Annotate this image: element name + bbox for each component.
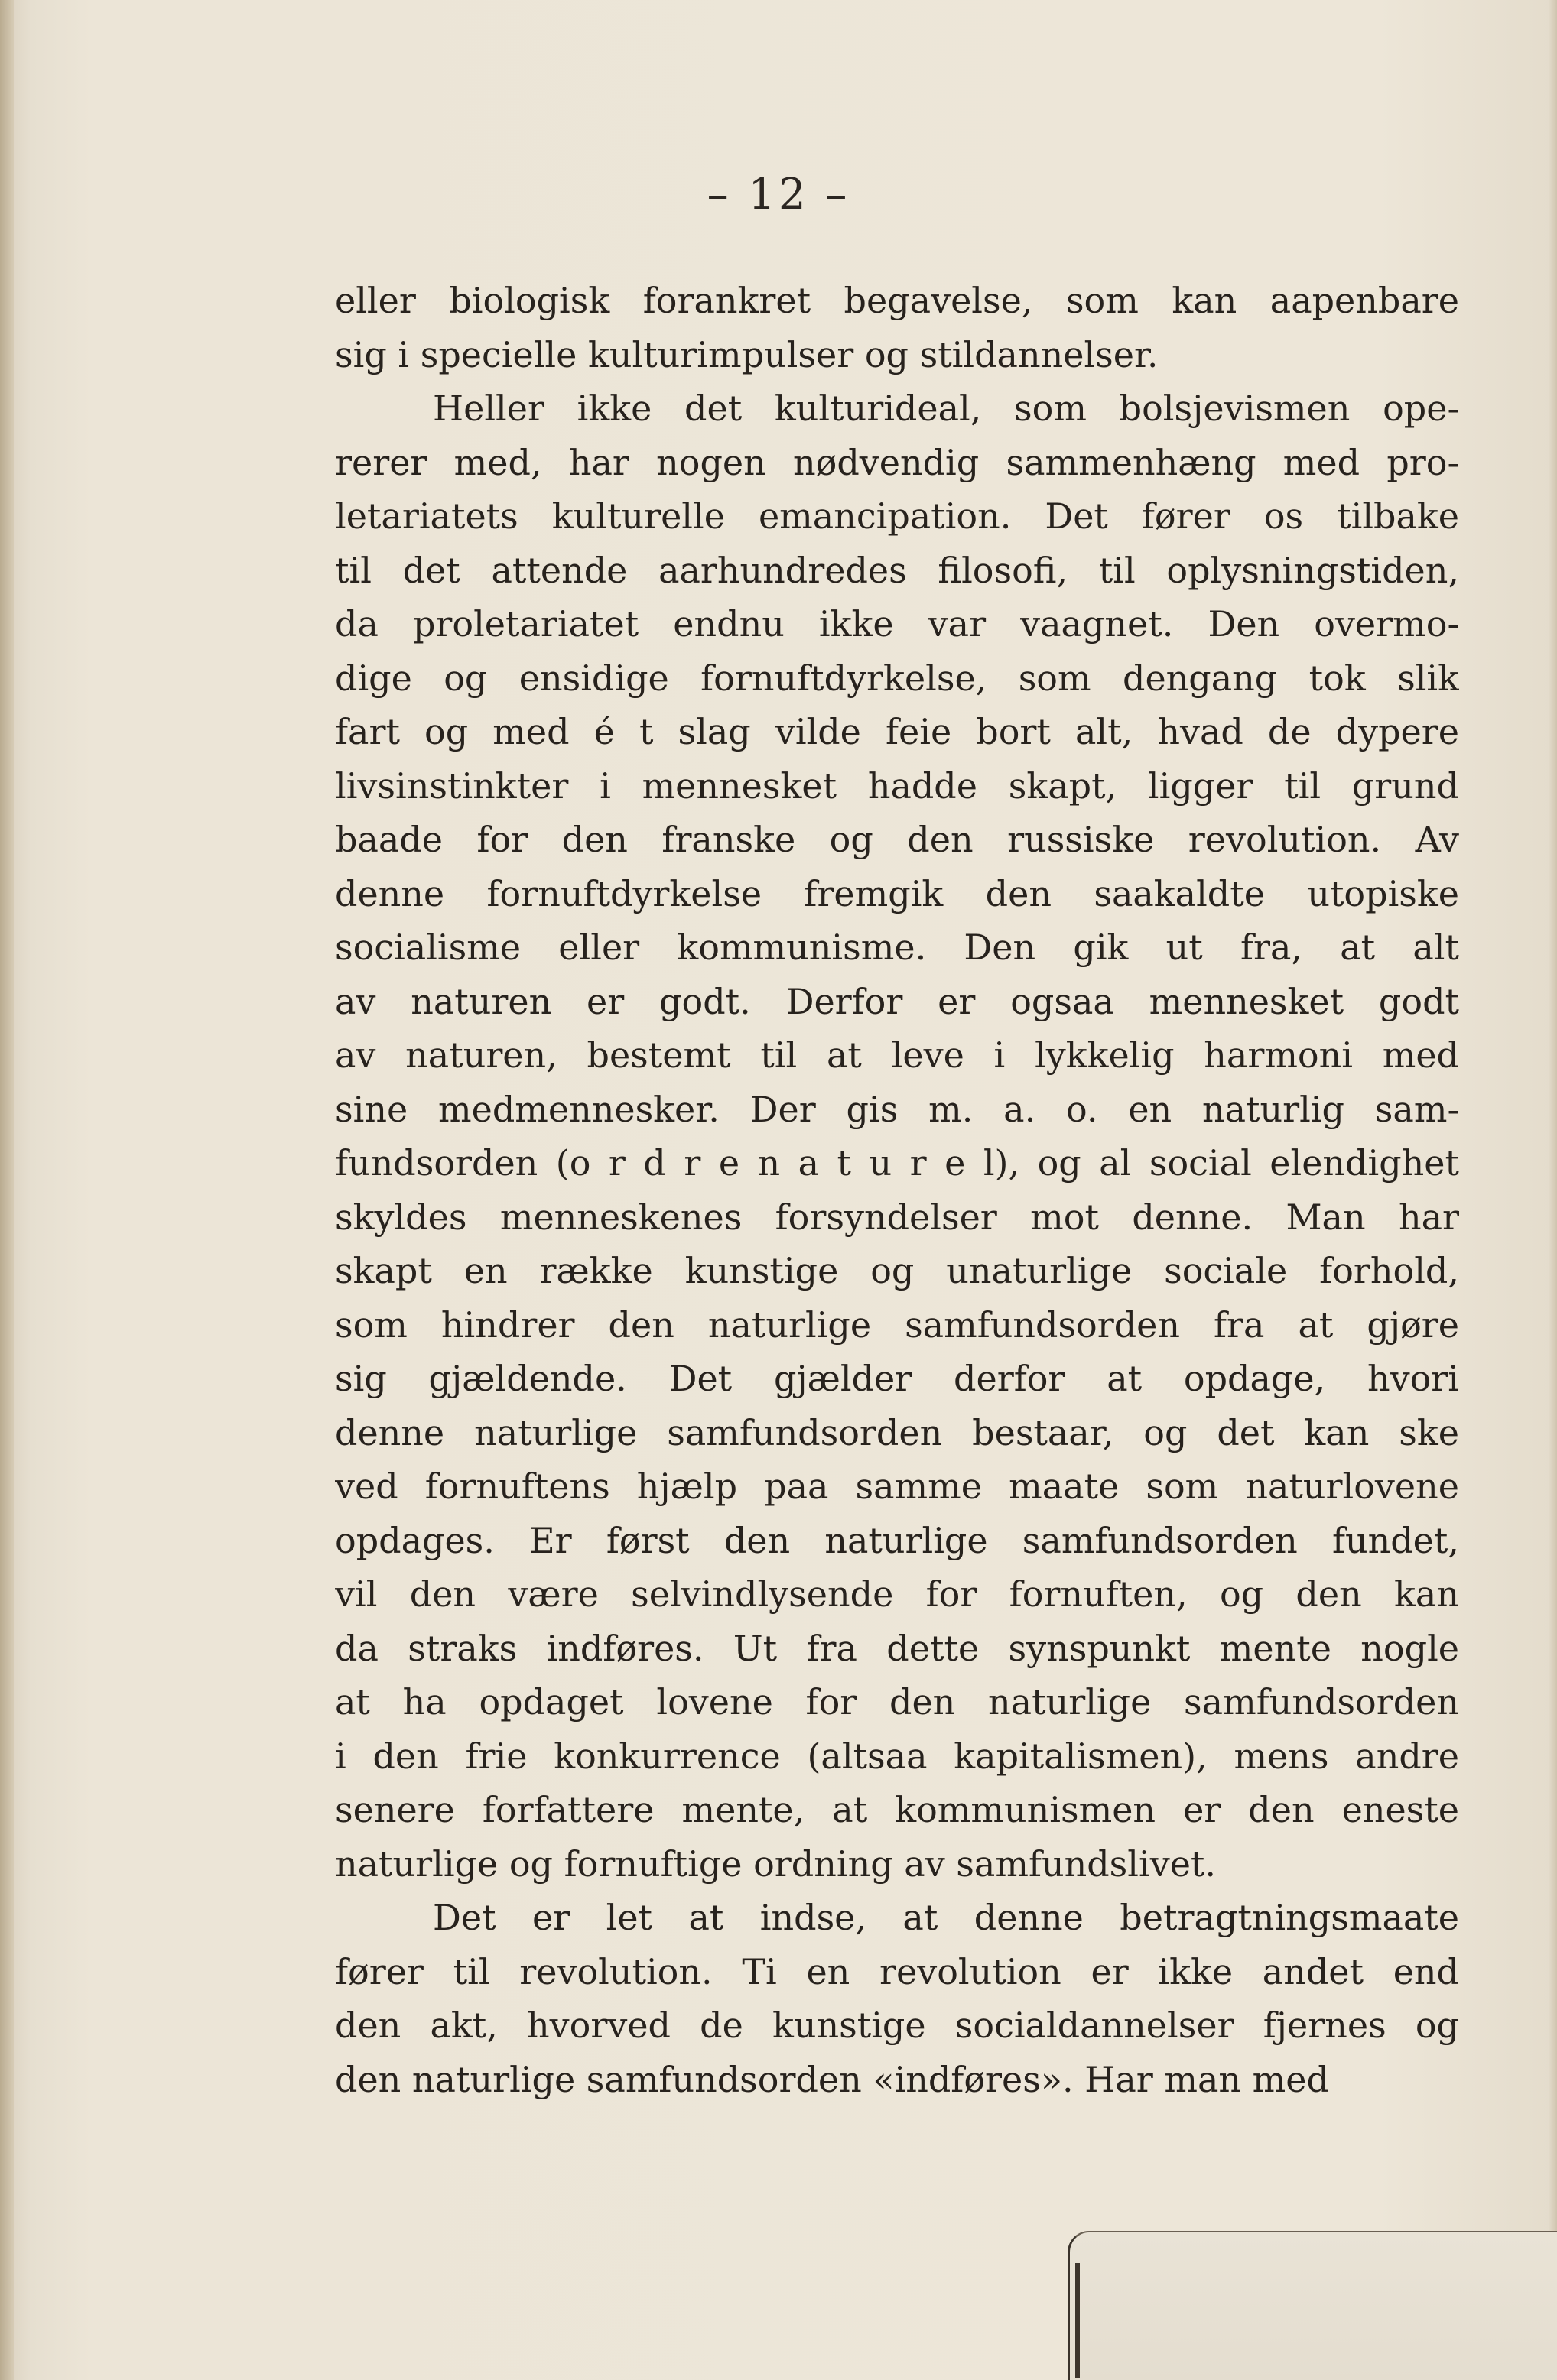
text-line: letariatets kulturelle emancipation. Det fører os tilbake: [335, 495, 1459, 537]
text-line: denne naturlige samfundsorden bestaar, og det kan ske: [335, 1411, 1459, 1453]
text-line: som hindrer den naturlige samfundsorden fra at gjøre: [335, 1304, 1459, 1346]
text-line: Det er let at indse, at denne betragtningsmaate: [433, 1897, 1459, 1938]
text-line: fart og med é t slag vilde feie bort alt, hvad de dypere: [335, 711, 1459, 752]
scan-corner-card: [1068, 2231, 1557, 2380]
text-line: da proletariatet endnu ikke var vaagnet. Den overmo-: [335, 603, 1459, 645]
text-line: fører til revolution. Ti en revolution er ikke andet end: [335, 1950, 1459, 1992]
text-line: livsinstinkter i mennesket hadde skapt, ligger til grund: [335, 765, 1459, 807]
text-line: fundsorden (o r d r e n a t u r e l), og al social elendighet: [335, 1142, 1459, 1184]
text-line: den akt, hvorved de kunstige socialdannelser fjernes og: [335, 2005, 1459, 2046]
text-line: opdages. Er først den naturlige samfundsorden fundet,: [335, 1519, 1459, 1561]
text-line: da straks indføres. Ut fra dette synspunkt mente nogle: [335, 1627, 1459, 1669]
text-line: den naturlige samfundsorden «indføres». Har man med: [335, 2058, 1329, 2100]
text-line: eller biologisk forankret begavelse, som kan aapenbare: [335, 280, 1459, 321]
page-right-edge: [1549, 0, 1557, 2380]
text-line: naturlige og fornuftige ordning av samfundslivet.: [335, 1843, 1217, 1885]
page-binding-edge: [0, 0, 14, 2380]
scan-corner-edge: [1075, 2263, 1080, 2378]
text-line: sig gjældende. Det gjælder derfor at opdage, hvori: [335, 1358, 1459, 1399]
text-line: socialisme eller kommunisme. Den gik ut fra, at alt: [335, 927, 1459, 968]
text-line: dige og ensidige fornuftdyrkelse, som dengang tok slik: [335, 657, 1459, 699]
text-line: denne fornuftdyrkelse fremgik den saakaldte utopiske: [335, 872, 1459, 914]
text-line: baade for den franske og den russiske revolution. Av: [335, 819, 1459, 860]
text-line: sig i specielle kulturimpulser og stildannelser.: [335, 333, 1159, 375]
page-number: – 12 –: [707, 170, 850, 219]
text-line: sine medmennesker. Der gis m. a. o. en naturlig sam-: [335, 1088, 1459, 1130]
text-line: i den frie konkurrence (altsaa kapitalismen), mens andre: [335, 1735, 1459, 1777]
text-line: at ha opdaget lovene for den naturlige samfundsorden: [335, 1681, 1459, 1722]
text-line: av naturen, bestemt til at leve i lykkelig harmoni med: [335, 1034, 1459, 1076]
text-line: Heller ikke det kulturideal, som bolsjevismen ope-: [433, 388, 1459, 429]
body-text: [335, 274, 1459, 2106]
text-line: til det attende aarhundredes filosofi, til oplysningstiden,: [335, 549, 1459, 591]
text-line: rerer med, har nogen nødvendig sammenhæng med pro-: [335, 441, 1459, 483]
text-line: vil den være selvindlysende for fornuften, og den kan: [335, 1573, 1459, 1615]
text-line: av naturen er godt. Derfor er ogsaa mennesket godt: [335, 980, 1459, 1022]
text-line: ved fornuftens hjælp paa samme maate som naturlovene: [335, 1466, 1459, 1507]
text-line: senere forfattere mente, at kommunismen er den eneste: [335, 1789, 1459, 1830]
text-line: skyldes menneskenes forsyndelser mot denne. Man har: [335, 1196, 1459, 1238]
text-line: skapt en række kunstige og unaturlige sociale forhold,: [335, 1250, 1459, 1291]
